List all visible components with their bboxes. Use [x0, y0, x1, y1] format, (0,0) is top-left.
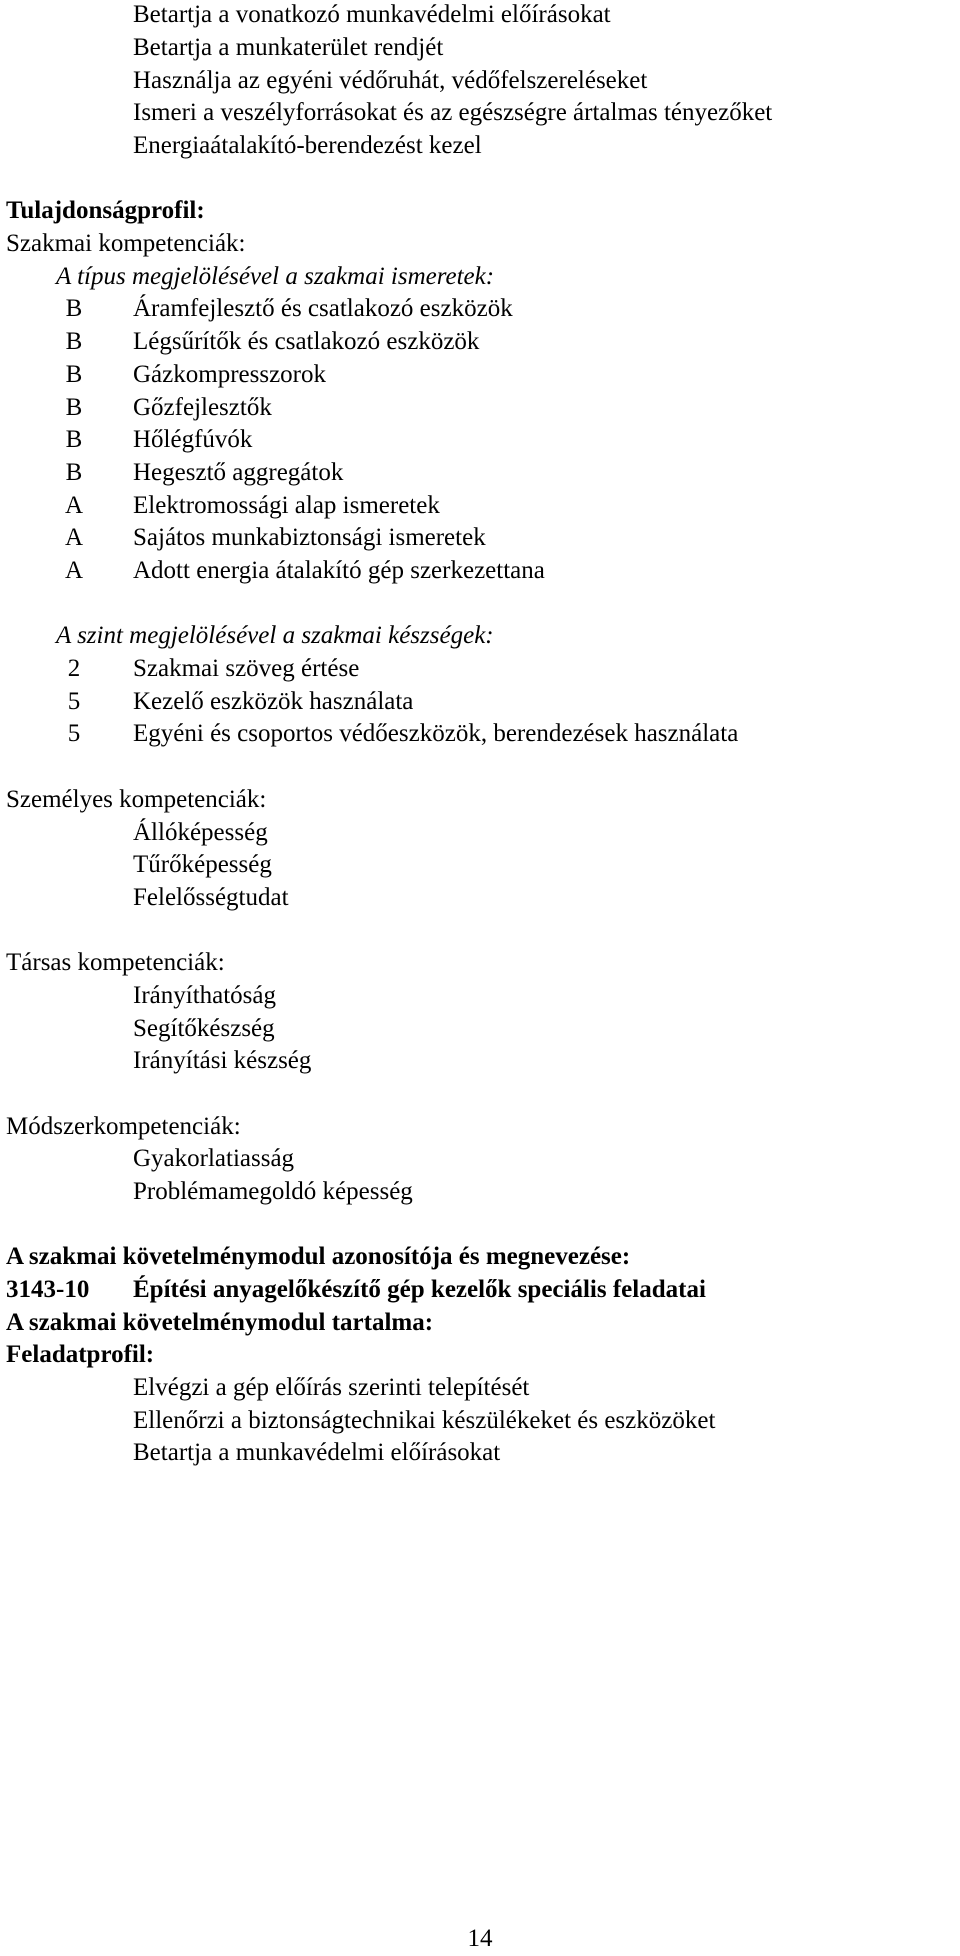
- modul-name: Építési anyagelőkészítő gép kezelők speciális feladatai: [133, 1276, 706, 1303]
- ismeret-text: Adott energia átalakító gép szerkezettana: [133, 557, 545, 584]
- ismeret-text: Sajátos munkabiztonsági ismeretek: [133, 524, 486, 551]
- keszseg-text: Egyéni és csoportos védőeszközök, berendezések használata: [133, 720, 739, 747]
- ismeret-text: Gázkompresszorok: [133, 361, 326, 388]
- feladat-item: Elvégzi a gép előírás szerinti telepítését: [133, 1374, 530, 1401]
- intro-item: Ismeri a veszélyforrásokat és az egészségre ártalmas tényezőket: [133, 99, 773, 126]
- szemelyes-item: Felelősségtudat: [133, 884, 289, 911]
- modszer-item: Problémamegoldó képesség: [133, 1178, 413, 1205]
- section-heading-tulajdonsagprofil: Tulajdonságprofil:: [6, 197, 205, 224]
- ismeret-text: Gőzfejlesztők: [133, 394, 272, 421]
- modul-azonosito-heading: A szakmai követelménymodul azonosítója és megnevezése:: [6, 1243, 631, 1270]
- tarsas-item: Irányítási készség: [133, 1047, 312, 1074]
- ismeret-code: B: [65, 361, 83, 388]
- ismeret-code: A: [64, 492, 84, 519]
- ismeret-code: B: [65, 426, 83, 453]
- tarsas-kompetenciak-label: Társas kompetenciák:: [6, 949, 225, 976]
- modszerkompetenciak-label: Módszerkompetenciák:: [6, 1113, 241, 1140]
- ismeret-code: A: [64, 524, 84, 551]
- szemelyes-item: Állóképesség: [133, 819, 268, 846]
- feladat-item: Ellenőrzi a biztonságtechnikai készülékeket és eszközöket: [133, 1407, 716, 1434]
- intro-item: Energiaátalakító-berendezést kezel: [133, 132, 482, 159]
- ismeret-code: A: [64, 557, 84, 584]
- szemelyes-item: Tűrőképesség: [133, 851, 272, 878]
- ismeretek-heading: A típus megjelölésével a szakmai ismeretek:: [56, 263, 495, 290]
- ismeret-text: Áramfejlesztő és csatlakozó eszközök: [133, 295, 513, 322]
- ismeret-code: B: [65, 394, 83, 421]
- keszseg-text: Szakmai szöveg értése: [133, 655, 360, 682]
- ismeret-text: Légsűrítők és csatlakozó eszközök: [133, 328, 480, 355]
- keszseg-level: 2: [67, 655, 81, 682]
- ismeret-text: Hegesztő aggregátok: [133, 459, 344, 486]
- keszseg-text: Kezelő eszközök használata: [133, 688, 414, 715]
- keszseg-level: 5: [67, 688, 81, 715]
- feladatprofil-heading: Feladatprofil:: [6, 1341, 155, 1368]
- modul-tartalma-heading: A szakmai követelménymodul tartalma:: [6, 1309, 434, 1336]
- ismeret-code: B: [65, 328, 83, 355]
- szakmai-kompetenciak-label: Szakmai kompetenciák:: [6, 230, 246, 257]
- intro-item: Betartja a munkaterület rendjét: [133, 34, 444, 61]
- tarsas-item: Segítőkészség: [133, 1015, 275, 1042]
- ismeret-text: Elektromossági alap ismeretek: [133, 492, 440, 519]
- keszsegek-heading: A szint megjelölésével a szakmai készségek:: [56, 622, 494, 649]
- ismeret-code: B: [65, 295, 83, 322]
- modul-code: 3143-10: [6, 1276, 90, 1303]
- ismeret-code: B: [65, 459, 83, 486]
- intro-item: Betartja a vonatkozó munkavédelmi előírásokat: [133, 1, 611, 28]
- modszer-item: Gyakorlatiasság: [133, 1145, 295, 1172]
- ismeret-text: Hőlégfúvók: [133, 426, 253, 453]
- tarsas-item: Irányíthatóság: [133, 982, 277, 1009]
- intro-item: Használja az egyéni védőruhát, védőfelszereléseket: [133, 67, 648, 94]
- keszseg-level: 5: [67, 720, 81, 747]
- page-number: 14: [467, 1925, 493, 1952]
- szemelyes-kompetenciak-label: Személyes kompetenciák:: [6, 786, 267, 813]
- feladat-item: Betartja a munkavédelmi előírásokat: [133, 1439, 501, 1466]
